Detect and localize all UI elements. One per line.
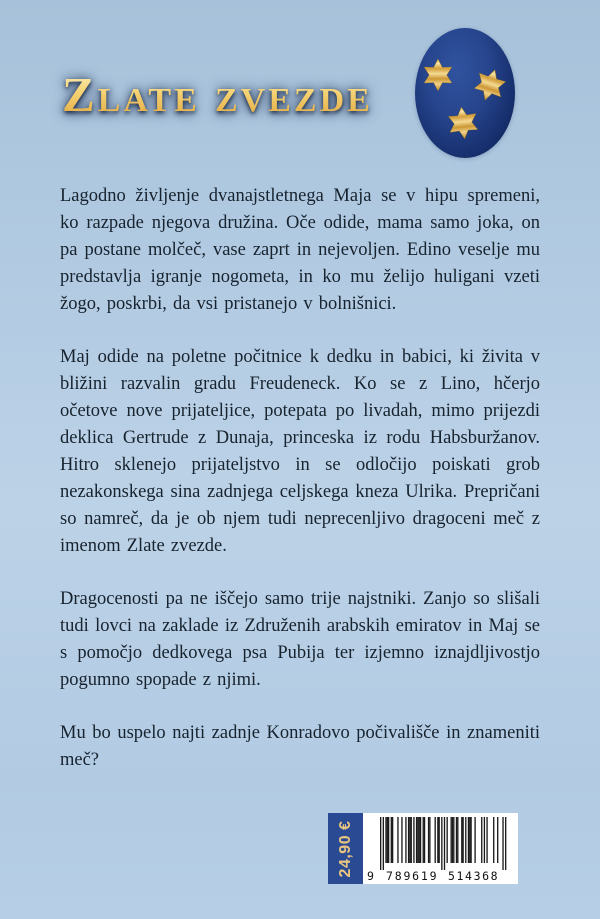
synopsis-paragraph: Dragocenosti pa ne iščejo samo trije najstniki. Zanjo so slišali tudi lovci na zaklade iz Združenih arabskih emiratov in Maj se s pomočjo dedkovega psa Pubija ter izjemno iznajdljivostjo pogumno spopade z njimi. (60, 589, 540, 690)
price-label: 24,90 € (336, 820, 354, 877)
synopsis-text (60, 183, 540, 800)
price-and-barcode-block (328, 813, 518, 884)
celje-coat-of-arms (415, 28, 515, 158)
book-title: Zlate zvezde (62, 67, 373, 122)
barcode-digits-left: 789619 (386, 869, 439, 883)
ean-barcode (363, 813, 518, 884)
synopsis-paragraph: Maj odide na poletne počitnice k dedku in babici, ki živita v bližini razvalin gradu Freudeneck. Ko se z Lino, hčerjo očetove nove prijateljice, potepata po livadah, mimo prijezdi deklica Gertrude z Dunaja, princeska iz rodu Habsburžanov. Hitro sklenejo prijateljstvo in se odločijo poiskati grob nezakonskega sina zadnjega celjskega kneza Ulrika. Prepričani so namreč, da je ob njem tudi neprecenljivo dragoceni meč z imenom Zlate zvezde. (60, 347, 540, 556)
gold-star-icon (443, 103, 483, 143)
price-tag (328, 813, 363, 884)
barcode-digits (363, 869, 518, 884)
barcode-bars (380, 817, 507, 870)
synopsis-paragraph: Mu bo uspelo najti zadnje Konradovo počivališče in znameniti meč? (60, 723, 540, 770)
barcode-digit-first: 9 (367, 869, 374, 883)
gold-star-icon (420, 57, 456, 93)
synopsis-paragraph: Lagodno življenje dvanajstletnega Maja se v hipu spremeni, ko razpade njegova družina. Oče odide, mama samo joka, on pa postane molčeč, vase zaprt in nejevoljen. Edino veselje mu predstavlja igranje nogometa, in ko mu želijo huligani vzeti žogo, poskrbi, da vsi pristanejo v bolnišnici. (60, 186, 540, 314)
barcode-digits-right: 514368 (448, 869, 500, 883)
gold-star-icon (467, 62, 512, 107)
